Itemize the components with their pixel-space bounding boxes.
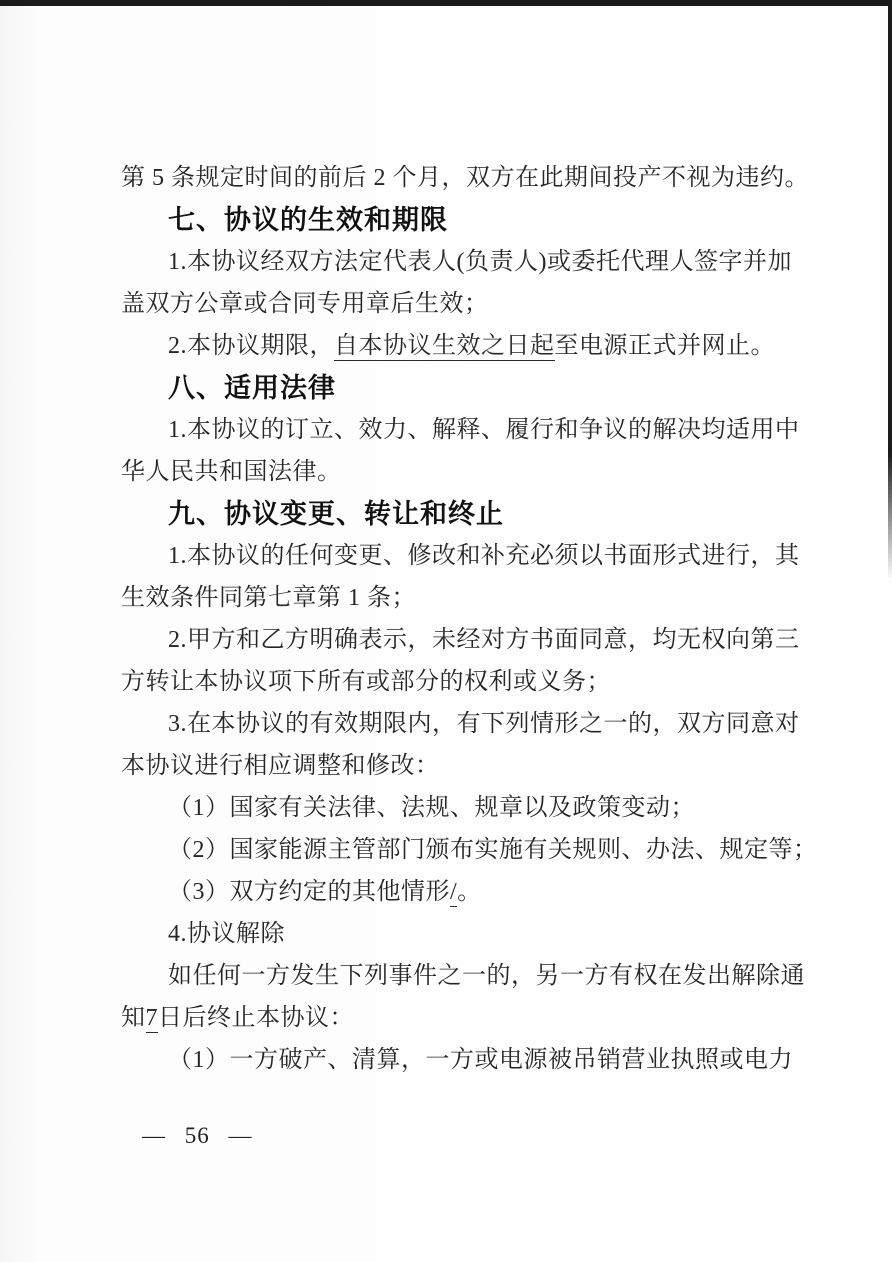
text-segment: （1）一方破产、清算，一方或电源被吊销营业执照或电力: [168, 1047, 793, 1073]
text-segment: 华人民共和国法律。: [121, 459, 342, 485]
text-segment: （1）国家有关法律、法规、规章以及政策变动；: [168, 795, 695, 821]
document-line: [121, 703, 801, 745]
text-segment: （3）双方约定的其他情形: [168, 879, 450, 905]
page-number: — 56 —: [142, 1123, 253, 1148]
text-segment: 本协议进行相应调整和修改：: [121, 753, 440, 779]
document-line: [121, 619, 801, 661]
document-text-block: [121, 157, 818, 1081]
section-heading: [121, 367, 801, 409]
document-line: [121, 745, 801, 787]
text-segment: 3.在本协议的有效期限内，有下列情形之一的，双方同意对: [168, 711, 800, 737]
text-segment: 七、协议的生效和期限: [168, 205, 448, 235]
text-segment: 第 5 条规定时间的前后 2 个月，双方在此期间投产不视为违约。: [121, 165, 809, 191]
document-line: [121, 871, 801, 913]
section-heading: [121, 493, 801, 535]
document-line: [121, 241, 801, 283]
document-line: [121, 535, 801, 577]
text-segment: 盖双方公章或合同专用章后生效；: [121, 291, 489, 317]
document-line: [121, 1039, 801, 1081]
scan-artifact-right-edge: [888, 0, 892, 580]
underlined-blank: 7: [146, 1004, 159, 1033]
underlined-blank: 自本协议生效之日起: [334, 332, 555, 361]
section-heading: [121, 199, 801, 241]
document-line: [121, 787, 801, 829]
document-line: [121, 409, 801, 451]
text-segment: 日后终止本协议：: [158, 1005, 354, 1031]
text-segment: 2.本协议期限，: [168, 333, 334, 359]
text-segment: 方转让本协议项下所有或部分的权利或义务；: [121, 669, 611, 695]
text-segment: （2）国家能源主管部门颁布实施有关规则、办法、规定等；: [168, 837, 818, 863]
text-segment: 知: [121, 1005, 146, 1031]
document-line: [121, 661, 801, 703]
document-line: [121, 325, 801, 367]
underlined-blank: /: [450, 878, 457, 907]
document-line: [121, 913, 801, 955]
document-line: [121, 157, 809, 199]
document-line: [121, 997, 801, 1039]
scan-artifact-top-edge: [0, 0, 892, 6]
text-segment: 八、适用法律: [168, 373, 336, 403]
text-segment: 2.甲方和乙方明确表示，未经对方书面同意，均无权向第三: [168, 627, 800, 653]
document-line: [121, 283, 801, 325]
text-segment: 1.本协议的订立、效力、解释、履行和争议的解决均适用中: [168, 417, 800, 443]
text-segment: 4.协议解除: [168, 921, 285, 947]
text-segment: 九、协议变更、转让和终止: [168, 499, 504, 529]
text-segment: 至电源正式并网止。: [554, 333, 775, 359]
document-line: [121, 955, 805, 997]
text-segment: 1.本协议经双方法定代表人(负责人)或委托代理人签字并加: [168, 249, 792, 275]
text-segment: 1.本协议的任何变更、修改和补充必须以书面形式进行，其: [168, 543, 800, 569]
text-segment: 。: [457, 879, 482, 905]
document-line: [121, 829, 818, 871]
document-line: [121, 451, 801, 493]
document-line: [121, 577, 801, 619]
text-segment: 生效条件同第七章第 1 条；: [121, 585, 416, 611]
text-segment: 如任何一方发生下列事件之一的，另一方有权在发出解除通: [168, 963, 805, 989]
